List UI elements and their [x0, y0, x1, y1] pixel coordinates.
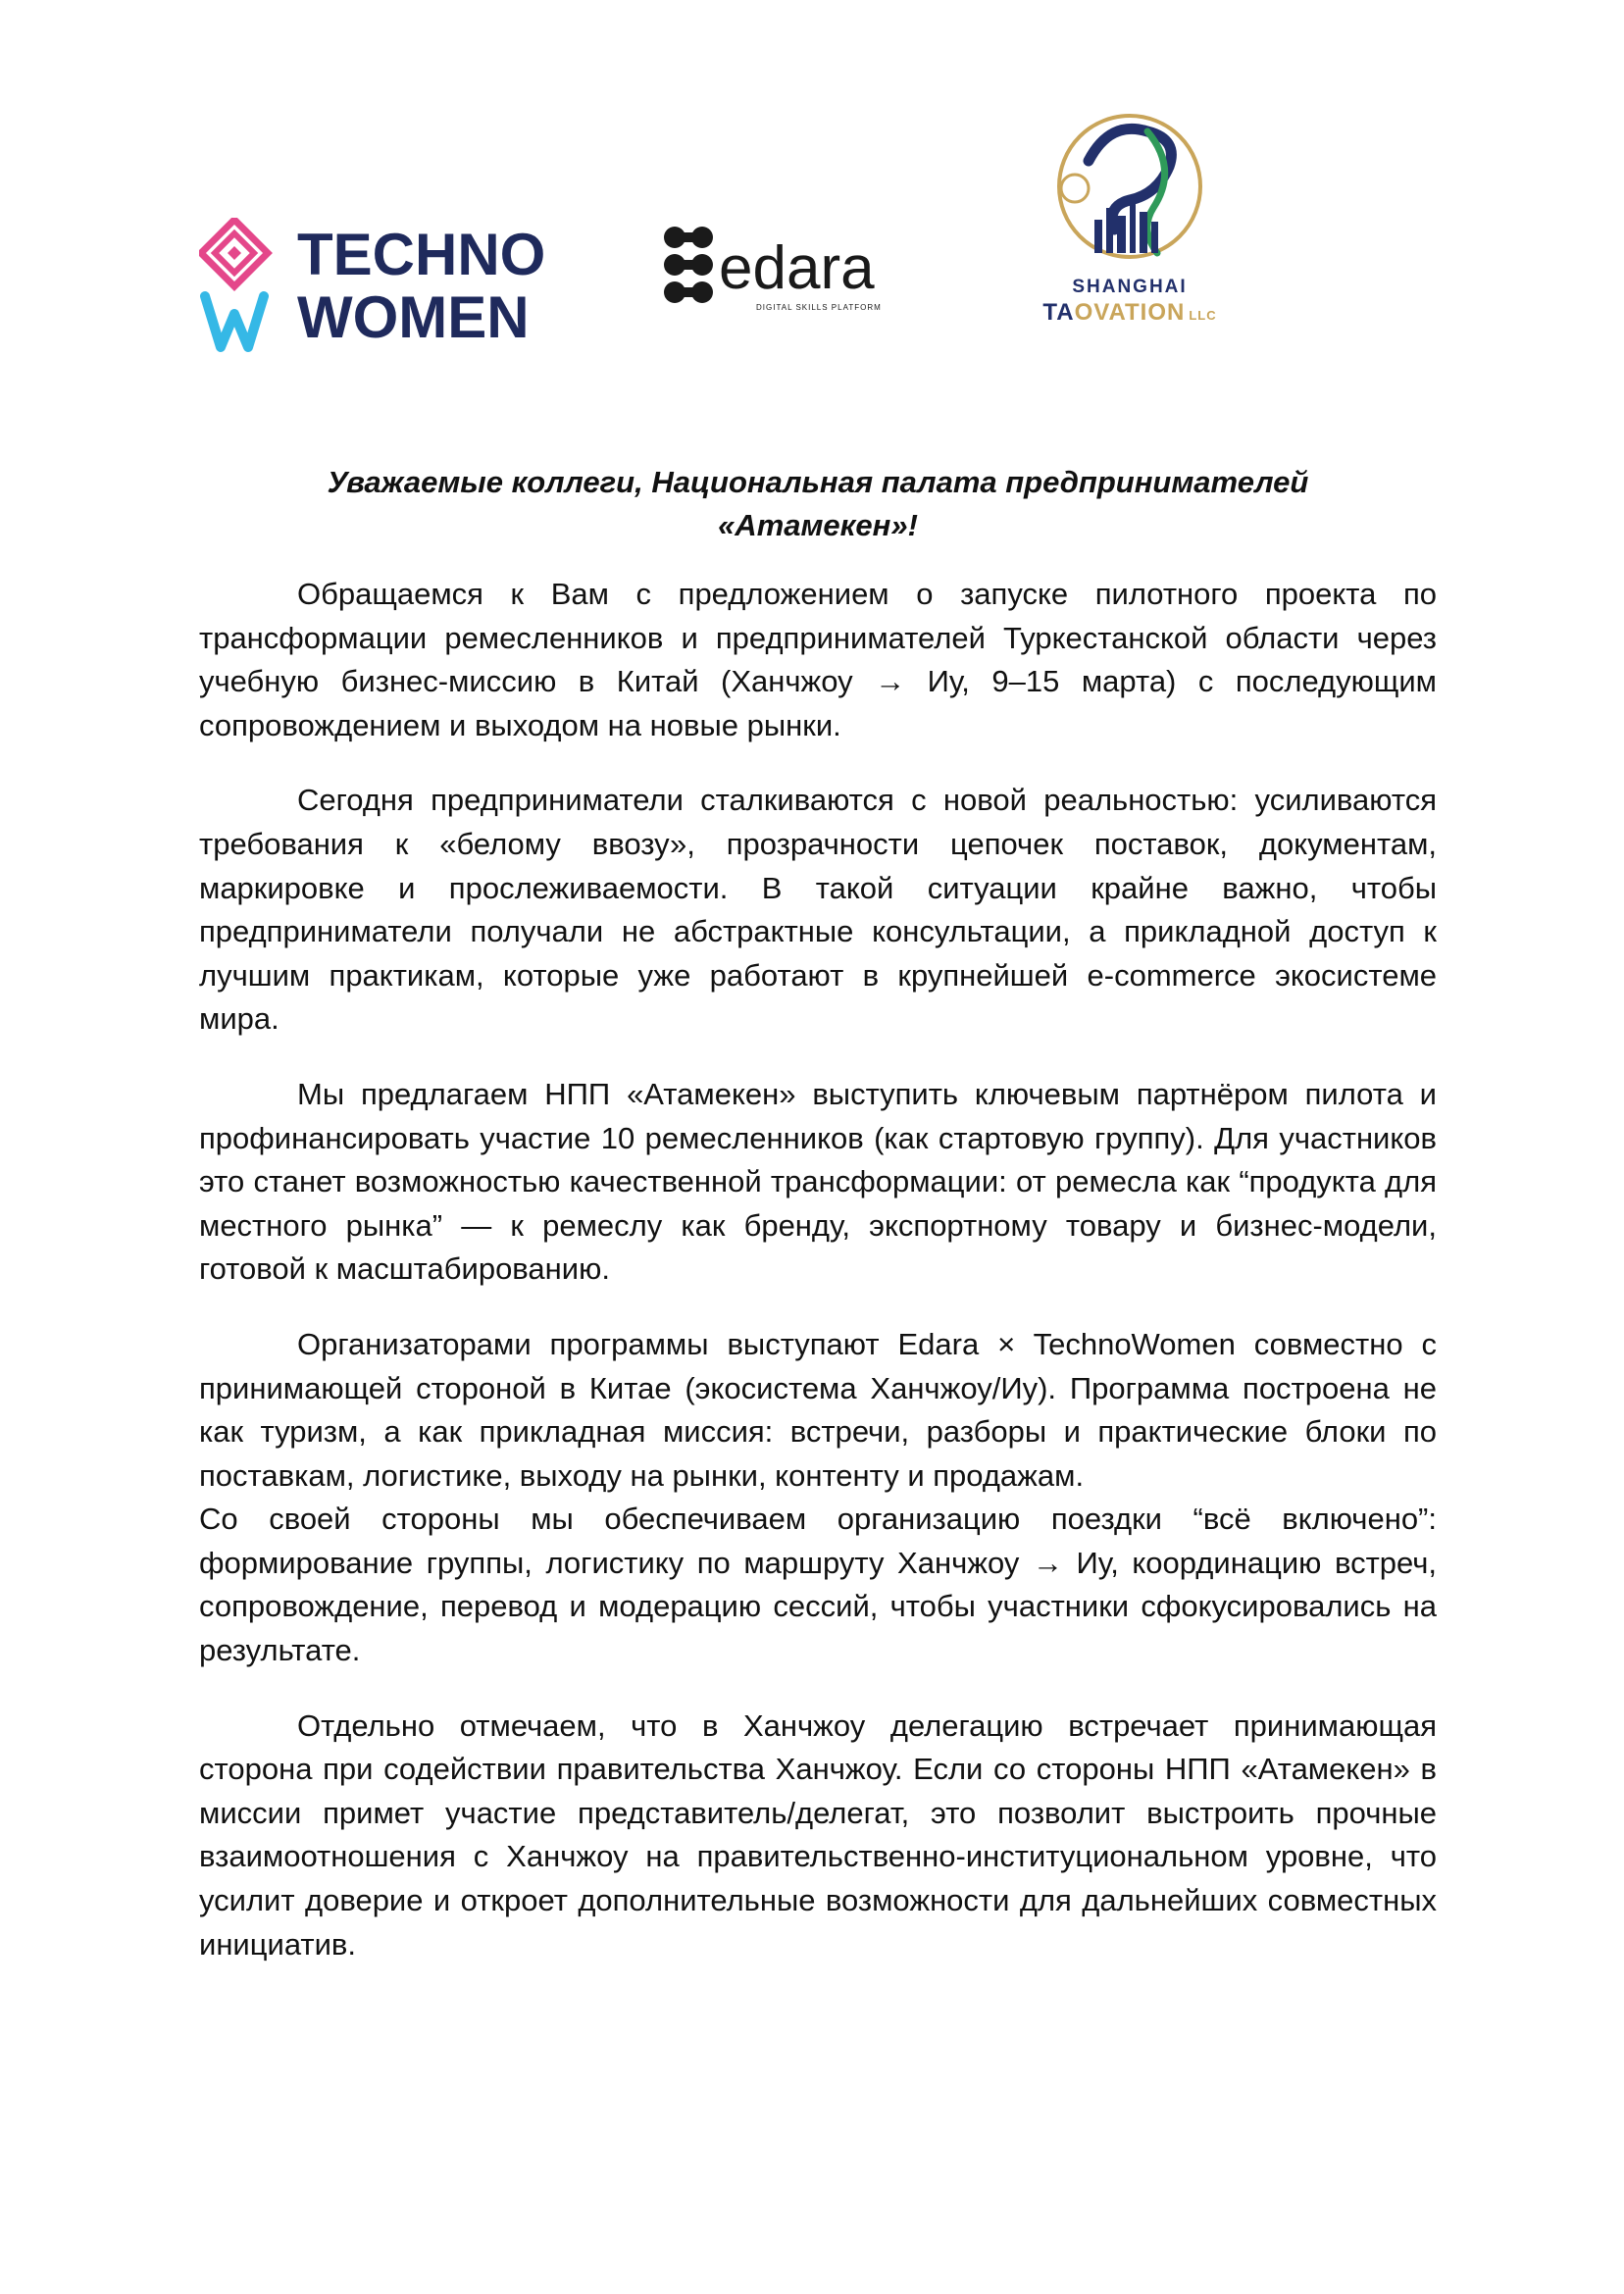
paragraph-partnership: Мы предлагаем НПП «Атамекен» выступить ключевым партнёром пилота и профинансировать участие 10 ремесленников (как стартовую группу). Для участников это станет возможностью качественной трансформации: от ремесла как “продукта для местного рынка” — к ремеслу как бренду, экспортному товару и бизнес-модели, готовой к масштабированию. — [199, 1076, 1437, 1287]
taovation-suffix: LLC — [1189, 308, 1217, 323]
paragraph-organizers: Организаторами программы выступают Edara × TechnoWomen совместно с принимающей стороной в Китае (экосистема Ханчжоу/Иу). Программа построена не как туризм, а как прикладная миссия: встречи, разборы и практические блоки по поставкам, логистике, выходу на рынки, контенту и продажам. — [199, 1326, 1437, 1493]
paragraph-all-inclusive: Со своей стороны мы обеспечиваем организацию поездки “всё включено”: формирование группы, логистику по маршруту Ханчжоу → Иу, координацию встреч, сопровождение, перевод и модерацию сессий, чтобы участники сфокусировались на результате. — [199, 1502, 1437, 1668]
edara-tagline: DIGITAL SKILLS PLATFORM — [756, 303, 882, 312]
greeting-line-1: Уважаемые коллеги, Национальная палата предпринимателей — [327, 465, 1309, 499]
paragraph-context: Сегодня предприниматели сталкиваются с новой реальностью: усиливаются требования к «белому ввозу», прозрачности цепочек поставок, документам, маркировке и прослеживаемости. В такой ситуации крайне важно, чтобы предприниматели получали не абстрактные консультации, а прикладной доступ к лучшим практикам, которые уже работают в крупнейшей e-commerce экосистеме мира. — [199, 783, 1437, 1037]
technowomen-emblem-icon — [201, 220, 268, 347]
shanghai-taovation-logo — [1032, 110, 1228, 347]
taovation-prefix: TA — [1042, 299, 1075, 326]
edara-logo — [662, 224, 902, 314]
taovation-main: OVATION — [1074, 299, 1186, 326]
shanghai-taovation-line1: SHANGHAI — [1072, 277, 1188, 297]
letter-greeting — [199, 461, 1437, 547]
shanghai-taovation-line2 — [1042, 299, 1216, 326]
paragraph-proposal: Обращаемся к Вам с предложением о запуске пилотного проекта по трансформации ремесленников и предпринимателей Туркестанской области через учебную бизнес-миссию в Китай (Ханчжоу → Иу, 9–15 марта) с последующим сопровождением и выходом на новые рынки. — [199, 577, 1437, 742]
logo-header — [0, 0, 1624, 392]
edara-mark-icon — [664, 227, 713, 303]
greeting-line-2: «Атамекен»! — [718, 508, 918, 542]
technowomen-line1: TECHNO — [297, 222, 546, 287]
technowomen-logo — [199, 218, 572, 355]
paragraph-hangzhou-government: Отдельно отмечаем, что в Ханчжоу делегацию встречает принимающая сторона при содействии правительства Ханчжоу. Если со стороны НПП «Атамекен» в миссии примет участие представитель/делегат, это позволит выстроить прочные взаимоотношения с Ханчжоу на правительственно-институциональном уровне, что усилит доверие и откроет дополнительные возможности для дальнейших совместных инициатив. — [199, 1708, 1437, 1962]
technowomen-line2: WOMEN — [297, 284, 530, 350]
edara-wordmark: edara — [719, 234, 875, 302]
letter-body — [199, 461, 1437, 1998]
dragon-emblem-icon — [1059, 116, 1200, 257]
